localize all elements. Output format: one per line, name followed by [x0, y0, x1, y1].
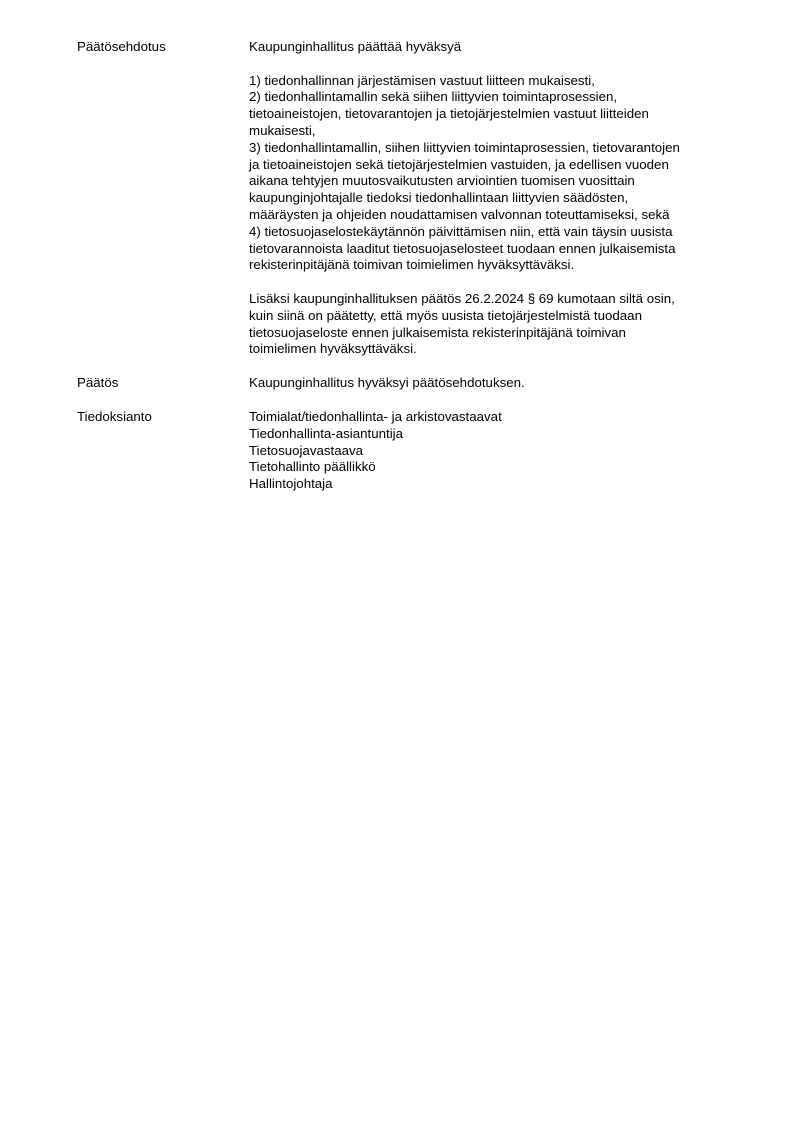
recipient-item: Toimialat/tiedonhallinta- ja arkistovastaavat: [249, 409, 502, 424]
proposal-additional-line: Lisäksi kaupunginhallituksen päätös 26.2.2024 § 69 kumotaan siltä osin,: [249, 290, 675, 306]
proposal-line: tietovarannoista laaditut tietosuojaselosteet tuodaan ennen julkaisemista: [249, 240, 676, 256]
spacer: [249, 274, 737, 291]
proposal-additional-line: toimielimen hyväksyttäväksi.: [249, 341, 417, 357]
recipient-item: Tiedonhallinta-asiantuntija: [249, 425, 403, 441]
notification-label: Tiedoksianto: [77, 409, 152, 424]
proposal-line: 1) tiedonhallinnan järjestämisen vastuut liitteen mukaisesti,: [249, 72, 595, 88]
proposal-line: määräysten ja ohjeiden noudattamisen valvonnan toteuttamiseksi, sekä: [249, 206, 670, 222]
proposal-line: ja tietoaineistojen sekä tietojärjestelmien vastuiden, ja edellisen vuoden: [249, 156, 669, 172]
proposal-line: mukaisesti,: [249, 122, 316, 138]
proposal-content: [249, 39, 737, 358]
proposal-line: 2) tiedonhallintamallin sekä siihen liittyvien toimintaprosessien,: [249, 89, 618, 105]
proposal-line: aikana tehtyjen muutosvaikutusten arviointien tuomisen vuosittain: [249, 173, 635, 189]
recipient-item: Hallintojohtaja: [249, 476, 333, 492]
decision-label: Päätös: [77, 375, 119, 390]
decision-content: [249, 375, 737, 392]
proposal-label: Päätösehdotus: [77, 39, 166, 54]
proposal-line: kaupunginjohtajalle tiedoksi tiedonhallintaan liittyvien säädösten,: [249, 190, 629, 206]
proposal-additional-line: kuin siinä on päätetty, että myös uusista tietojärjestelmistä tuodaan: [249, 307, 642, 323]
spacer: [249, 56, 737, 73]
decision-text: Kaupunginhallitus hyväksyi päätösehdotuksen.: [249, 375, 525, 390]
proposal-line: 3) tiedonhallintamallin, siihen liittyvien toimintaprosessien, tietovarantojen: [249, 139, 680, 155]
proposal-line: 4) tietosuojaselostekäytännön päivittämisen niin, että vain täysin uusista: [249, 223, 673, 239]
proposal-intro: Kaupunginhallitus päättää hyväksyä: [249, 39, 462, 54]
proposal-additional-line: tietosuojaseloste ennen julkaisemista rekisterinpitäjänä toimivan: [249, 324, 626, 340]
proposal-line: rekisterinpitäjänä toimivan toimielimen hyväksyttäväksi.: [249, 257, 575, 273]
proposal-line: tietoaineistojen, tietovarantojen ja tietojärjestelmien vastuut liitteiden: [249, 106, 649, 122]
recipient-item: Tietosuojavastaava: [249, 442, 364, 458]
recipient-item: Tietohallinto päällikkö: [249, 459, 376, 475]
notification-content: [249, 409, 737, 493]
